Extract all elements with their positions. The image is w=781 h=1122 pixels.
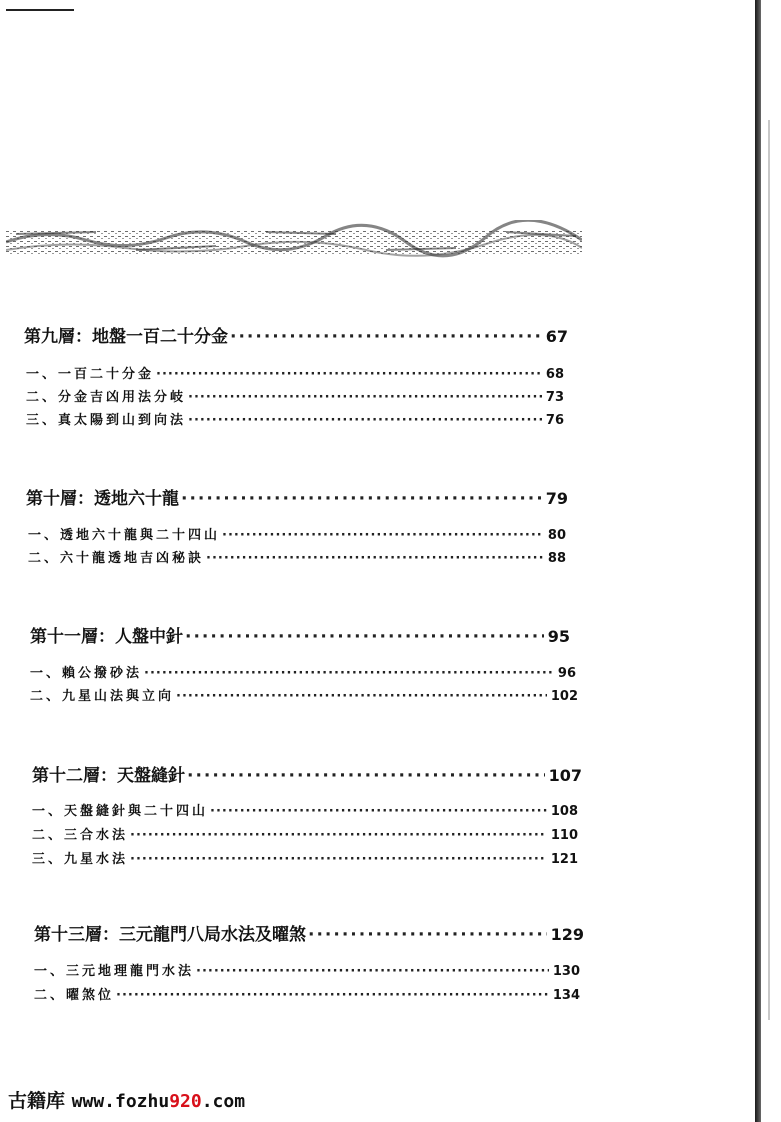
toc-section[interactable] (26, 363, 564, 382)
dot-leader (196, 964, 549, 979)
section-title: 一、賴公撥砂法 (30, 666, 143, 681)
page-number: 95 (547, 627, 570, 646)
toc-chapter-12[interactable] (32, 761, 582, 786)
section-title: 二、六十龍透地吉凶秘訣 (28, 551, 205, 566)
page-number: 68 (545, 367, 564, 382)
page-number: 80 (547, 528, 566, 543)
site-number: 920 (169, 1091, 202, 1112)
page-number: 129 (550, 925, 584, 944)
toc-section[interactable] (30, 685, 578, 704)
toc-section[interactable] (34, 984, 580, 1003)
toc-chapter-13[interactable] (34, 920, 584, 945)
page-number: 108 (550, 804, 578, 819)
section-title: 一、透地六十龍與二十四山 (28, 528, 221, 543)
section-title: 二、三合水法 (32, 828, 129, 843)
section-title: 三、真太陽到山到向法 (26, 413, 187, 428)
dot-leader (144, 666, 554, 681)
toc-section[interactable] (26, 409, 564, 428)
site-suffix: .com (201, 1091, 246, 1112)
dot-leader (156, 367, 542, 382)
dot-leader (188, 413, 542, 428)
watermark-site[interactable] (72, 1091, 245, 1112)
toc-section[interactable] (32, 848, 578, 867)
toc-section[interactable] (32, 800, 578, 819)
dot-leader (230, 327, 542, 347)
chapter-title: 第十二層：天盤縫針 (32, 766, 185, 786)
dot-leader (222, 528, 544, 543)
chapter-title: 第十層：透地六十龍 (26, 489, 179, 509)
page-number: 76 (545, 413, 564, 428)
chapter-title: 第十三層：三元龍門八局水法及曜煞 (34, 925, 306, 945)
toc-section[interactable] (30, 662, 576, 681)
dot-leader (181, 489, 542, 509)
page-number: 130 (552, 964, 580, 979)
section-title: 一、天盤縫針與二十四山 (32, 804, 209, 819)
page-number: 96 (557, 666, 576, 681)
toc-chapter-9[interactable] (24, 322, 568, 347)
page-number: 110 (550, 828, 578, 843)
section-title: 二、九星山法與立向 (30, 689, 175, 704)
page-number: 134 (552, 988, 580, 1003)
toc-section[interactable] (28, 547, 566, 566)
site-prefix: www.fozhu (71, 1091, 170, 1112)
toc-section[interactable] (32, 824, 578, 843)
dot-leader (187, 766, 545, 786)
toc-section[interactable] (28, 524, 566, 543)
page-number: 121 (550, 852, 578, 867)
page-number: 107 (548, 766, 582, 785)
dot-leader (130, 828, 547, 843)
section-title: 一、三元地理龍門水法 (34, 964, 195, 979)
toc-chapter-11[interactable] (30, 622, 570, 647)
section-title: 一、一百二十分金 (26, 367, 155, 382)
chapter-title: 第九層：地盤一百二十分金 (24, 327, 228, 347)
page-number: 88 (547, 551, 566, 566)
toc-chapter-10[interactable] (26, 484, 568, 509)
page-number: 67 (545, 327, 568, 346)
dot-leader (116, 988, 549, 1003)
page-number: 73 (545, 390, 564, 405)
watermark-footer (8, 1086, 245, 1113)
toc-section[interactable] (34, 960, 580, 979)
watermark-brand: 古籍库 (8, 1090, 66, 1112)
dot-leader (308, 925, 547, 945)
chapter-title: 第十一層：人盤中針 (30, 627, 183, 647)
page-number: 79 (545, 489, 568, 508)
dot-leader (206, 551, 544, 566)
dot-leader (185, 627, 544, 647)
dot-leader (176, 689, 547, 704)
dot-leader (210, 804, 547, 819)
dot-leader (130, 852, 547, 867)
section-title: 二、曜煞位 (34, 988, 115, 1003)
section-title: 二、分金吉凶用法分岐 (26, 390, 187, 405)
section-title: 三、九星水法 (32, 852, 129, 867)
dot-leader (188, 390, 542, 405)
toc-section[interactable] (26, 386, 564, 405)
page-number: 102 (550, 689, 578, 704)
